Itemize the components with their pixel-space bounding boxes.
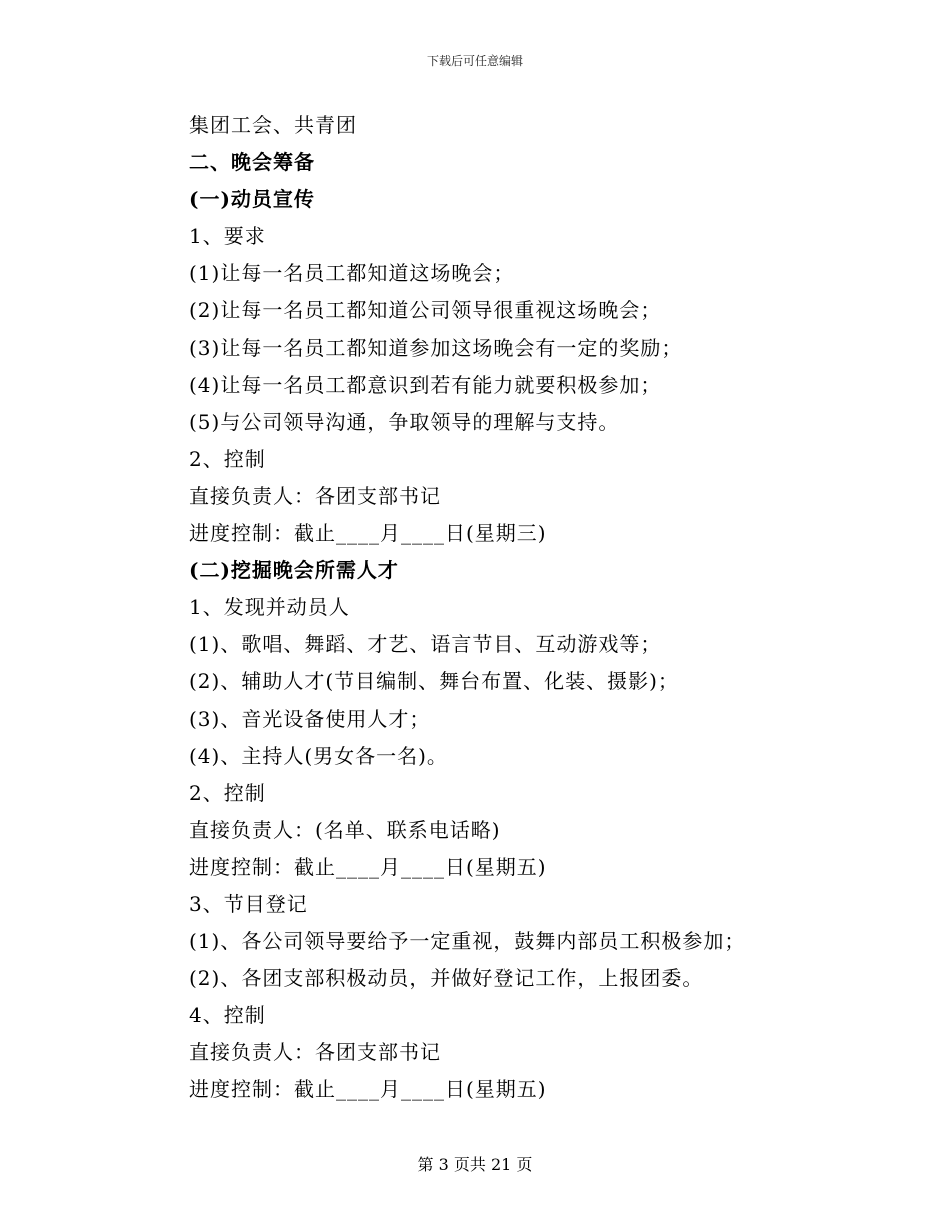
paragraph-line: (1)、歌唱、舞蹈、才艺、语言节目、互动游戏等； <box>189 632 662 657</box>
paragraph-line: (2)、辅助人才(节目编制、舞台布置、化装、摄影)； <box>189 669 679 694</box>
section-heading: (二)挖掘晚会所需人才 <box>189 558 399 583</box>
section-heading: 二、晚会筹备 <box>189 150 315 175</box>
paragraph-line: 进度控制：截止____月____日(星期五) <box>189 1077 547 1102</box>
paragraph-line: (5)与公司领导沟通，争取领导的理解与支持。 <box>189 409 620 434</box>
document-body <box>189 107 809 1109</box>
paragraph-line: 3、节目登记 <box>189 891 308 916</box>
paragraph-line: (3)、音光设备使用人才； <box>189 706 431 731</box>
paragraph-line: (1)让每一名员工都知道这场晚会； <box>189 261 515 286</box>
paragraph-line: 2、控制 <box>189 780 266 805</box>
paragraph-line: (4)让每一名员工都意识到若有能力就要积极参加； <box>189 372 662 397</box>
paragraph-line: (1)、各公司领导要给予一定重视，鼓舞内部员工积极参加； <box>189 929 746 954</box>
paragraph-line: 进度控制：截止____月____日(星期三) <box>189 521 547 546</box>
paragraph-line: 1、要求 <box>189 224 266 249</box>
paragraph-line: 集团工会、共青团 <box>189 113 357 137</box>
paragraph-line: (3)让每一名员工都知道参加这场晚会有一定的奖励； <box>189 335 683 360</box>
paragraph-line: 4、控制 <box>189 1003 266 1028</box>
paragraph-line: 直接负责人：各团支部书记 <box>189 483 441 508</box>
page-header: 下载后可任意编辑 <box>426 54 523 68</box>
paragraph-line: 1、发现并动员人 <box>189 595 350 620</box>
paragraph-line: 进度控制：截止____月____日(星期五) <box>189 854 547 879</box>
paragraph-line: (2)让每一名员工都知道公司领导很重视这场晚会； <box>189 298 662 323</box>
section-heading: (一)动员宣传 <box>189 187 315 212</box>
paragraph-line: (2)、各团支部积极动员，并做好登记工作，上报团委。 <box>189 966 704 991</box>
paragraph-line: 2、控制 <box>189 446 266 471</box>
page-footer: 第 3 页共 21 页 <box>417 1155 533 1174</box>
paragraph-line: 直接负责人：各团支部书记 <box>189 1040 441 1065</box>
paragraph-line: (4)、主持人(男女各一名)。 <box>189 743 448 768</box>
paragraph-line: 直接负责人：(名单、联系电话略) <box>189 817 501 842</box>
